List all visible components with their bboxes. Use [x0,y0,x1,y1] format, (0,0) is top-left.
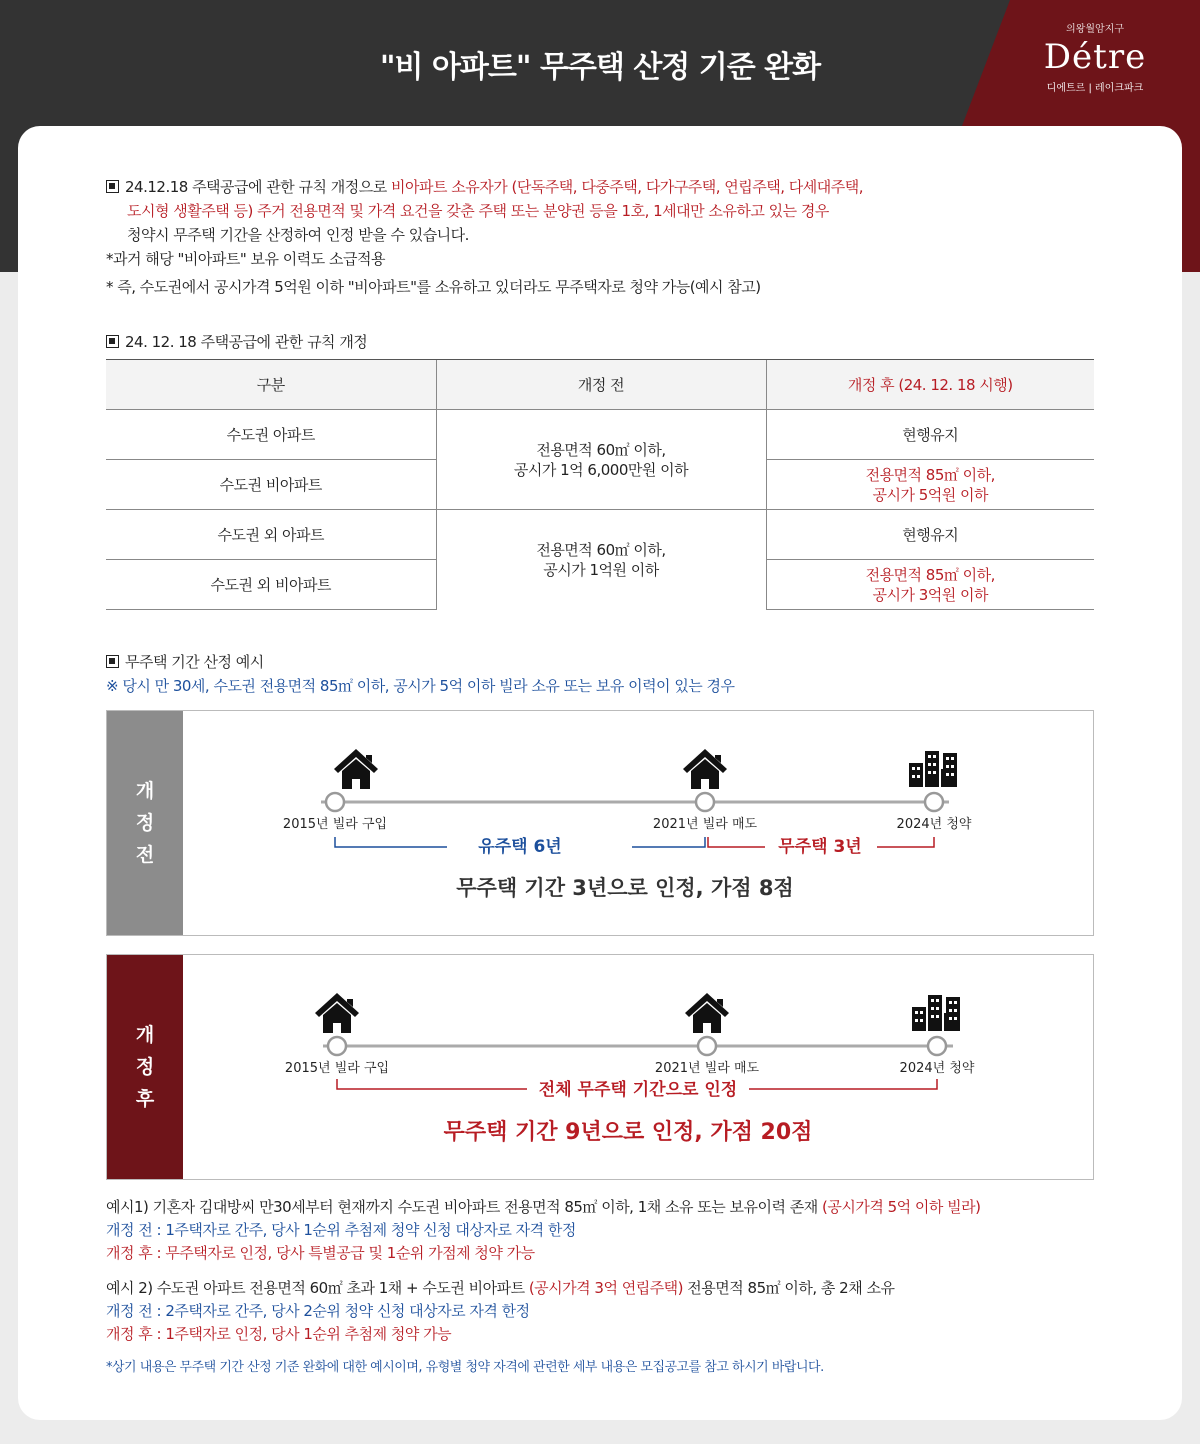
table-cell [436,410,766,510]
column-header: 개정 후 (24. 12. 18 시행) [766,360,1094,410]
intro-highlight: 비아파트 소유자가 (단독주택, 다중주택, 다가구주택, 연립주택, 다세대주택, [391,178,864,196]
timeline-marker [696,793,714,811]
example-heading [106,650,735,698]
examples-section [106,1196,1096,1379]
cell-line: 전용면적 60㎡ 이하, [536,440,666,459]
example-condition: ※ 당시 만 30세, 수도권 전용면적 85㎡ 이하, 공시가 5억 이하 빌라 소유 또는 보유 이력이 있는 경우 [106,677,735,695]
cell-line: 전용면적 85㎡ 이하, [865,465,995,484]
rules-table [106,359,1094,610]
side-char: 개 [135,780,155,802]
point-label: 2021년 빌라 매도 [654,1061,760,1076]
table-row [106,410,1094,460]
point-label: 2024년 청약 [896,817,972,832]
example2-summary [106,1277,1096,1300]
example1-text: 예시1) 기혼자 김대방씨 만30세부터 현재까지 수도권 비아파트 전용면적 85㎡ 이하, 1채 소유 또는 보유이력 존재 [106,1198,822,1216]
house-icon [315,993,359,1033]
point-label: 2015년 빌라 구입 [282,817,388,832]
timeline-after-diagram [107,955,1095,1181]
timeline-marker [928,1037,946,1055]
side-char: 개 [135,1024,155,1046]
square-bullet-icon [106,180,119,193]
table-cell: 수도권 외 비아파트 [106,560,436,610]
table-cell [436,510,766,610]
table-row [106,510,1094,560]
table-cell: 현행유지 [766,510,1094,560]
cell-line: 전용면적 60㎡ 이하, [536,540,666,559]
table-cell: 수도권 아파트 [106,410,436,460]
example2-highlight: (공시가격 3억 연립주택) [528,1279,684,1297]
bracket-no-house-label: 무주택 3년 [778,837,862,857]
example1-before: 개정 전 : 1주택자로 간주, 당사 1순위 추첨제 청약 신청 대상자로 자격 한정 [106,1221,576,1239]
table-cell [766,560,1094,610]
intro-section [106,175,1096,354]
cell-line: 공시가 1억 6,000만원 이하 [513,460,689,479]
bracket-owned-label: 유주택 6년 [478,837,562,857]
timeline-after [106,954,1094,1180]
cell-line: 공시가 5억원 이하 [872,485,988,504]
timeline-marker [698,1037,716,1055]
cell-line: 공시가 3억원 이하 [872,585,988,604]
side-char: 후 [135,1088,155,1110]
table-cell [766,460,1094,510]
example2-text: 전용면적 85㎡ 이하, 총 2채 소유 [683,1279,895,1297]
square-bullet-icon [106,335,119,348]
intro-line1 [106,175,1096,199]
page-title: "비 아파트" 무주택 산정 기준 완화 [379,50,821,85]
example1-after: 개정 후 : 무주택자로 인정, 당사 특별공급 및 1순위 가점제 청약 가능 [106,1244,535,1262]
example2-after: 개정 후 : 1주택자로 인정, 당사 1순위 추첨제 청약 가능 [106,1325,452,1343]
buildings-icon [909,751,957,787]
intro-line2: 도시형 생활주택 등) 주거 전용면적 및 가격 요건을 갖춘 주택 또는 분양권 등을 1호, 1세대만 소유하고 있는 경우 [127,202,829,220]
table-header-row [106,360,1094,410]
table-cell: 수도권 비아파트 [106,460,436,510]
intro-note2: * 즉, 수도권에서 공시가격 5억원 이하 "비아파트"를 소유하고 있더라도 무주택자로 청약 가능(예시 참고) [106,278,761,296]
square-bullet-icon [106,655,119,668]
rules-heading [106,330,1096,354]
brand-district: 의왕월암지구 [1066,24,1124,35]
example-title-text: 무주택 기간 산정 예시 [125,653,264,671]
intro-note1: *과거 해당 "비아파트" 보유 이력도 소급적용 [106,250,385,268]
side-char: 정 [135,1056,155,1078]
example1-summary [106,1196,1096,1219]
timeline-marker [328,1037,346,1055]
point-label: 2021년 빌라 매도 [652,817,758,832]
cell-line: 공시가 1억원 이하 [543,560,659,579]
example2-text: 예시 2) 수도권 아파트 전용면적 60㎡ 초과 1채 + 수도권 비아파트 [106,1279,529,1297]
spacer [106,1265,1096,1277]
house-icon [685,993,729,1033]
table-cell: 수도권 외 아파트 [106,510,436,560]
timeline-after-result: 무주택 기간 9년으로 인정, 가점 20점 [443,1120,813,1145]
timeline-before-result: 무주택 기간 3년으로 인정, 가점 8점 [456,876,794,900]
rules-heading-text: 24. 12. 18 주택공급에 관한 규칙 개정 [125,333,368,351]
brand-wordmark: Détre [1043,37,1147,77]
column-header: 구분 [106,360,436,410]
example-title [106,650,735,674]
timeline-marker [925,793,943,811]
intro-line3: 청약시 무주택 기간을 산정하여 인정 받을 수 있습니다. [127,226,469,244]
table-cell: 현행유지 [766,410,1094,460]
side-char: 전 [135,844,155,866]
bracket-full-period-label: 전체 무주택 기간으로 인정 [538,1080,738,1100]
timeline-before [106,710,1094,936]
footnote: *상기 내용은 무주택 기간 산정 기준 완화에 대한 예시이며, 유형별 청약 자격에 관련한 세부 내용은 모집공고를 참고 하시기 바랍니다. [106,1360,824,1375]
point-label: 2015년 빌라 구입 [284,1061,390,1076]
column-header: 개정 전 [436,360,766,410]
buildings-icon [912,995,960,1031]
house-icon [683,749,727,789]
timeline-marker [326,793,344,811]
side-char: 정 [135,812,155,834]
house-icon [334,749,378,789]
example1-highlight: (공시가격 5억 이하 빌라) [822,1198,981,1216]
brand-subtitle: 디에트르 | 레이크파크 [1046,83,1144,94]
cell-line: 전용면적 85㎡ 이하, [865,565,995,584]
timeline-before-diagram [107,711,1095,937]
brand-logo [1020,20,1170,94]
point-label: 2024년 청약 [899,1061,975,1076]
example2-before: 개정 전 : 2주택자로 간주, 당사 2순위 청약 신청 대상자로 자격 한정 [106,1302,530,1320]
intro-text: 24.12.18 주택공급에 관한 규칙 개정으로 [125,178,392,196]
